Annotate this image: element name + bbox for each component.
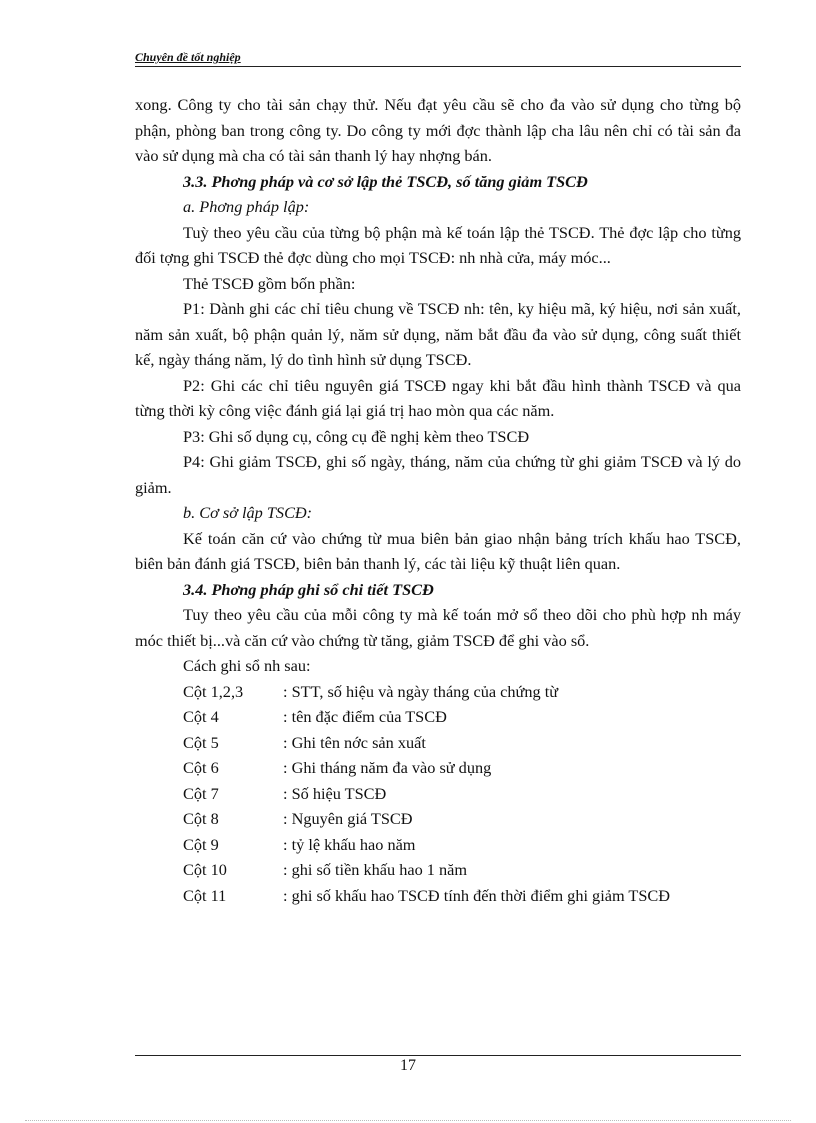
paragraph: P1: Dành ghi các chỉ tiêu chung về TSCĐ nh: tên, ky hiệu mã, ký hiệu, nơi sản xuất, năm sản xuất, bộ phận quản lý, năm sử dụng, năm bắt đầu đa vào sử dụng, công suất thiết kế, ngày tháng năm, lý do tình hình sử dụng TSCĐ. <box>135 299 741 369</box>
header-title: Chuyên đề tốt nghiệp <box>135 50 241 64</box>
column-desc: : ghi số tiền khấu hao 1 năm <box>283 860 468 879</box>
paragraph: P3: Ghi số dụng cụ, công cụ đề nghị kèm theo TSCĐ <box>183 426 530 446</box>
column-desc: : tên đặc điểm của TSCĐ <box>283 707 447 726</box>
column-desc: : Ghi tháng năm đa vào sử dụng <box>283 758 492 777</box>
subheading-a: a. Phơng pháp lập: <box>183 197 310 216</box>
column-desc: : Ghi tên nớc sản xuất <box>283 732 426 752</box>
column-row <box>183 832 741 858</box>
page-header <box>135 50 741 67</box>
column-row <box>183 781 741 807</box>
column-desc: : tỷ lệ khấu hao năm <box>283 834 416 854</box>
paragraph: Cách ghi sổ nh sau: <box>183 656 311 675</box>
column-row <box>183 730 741 756</box>
page-edge-dotted-line <box>25 1120 791 1121</box>
column-list <box>183 679 741 909</box>
paragraph: P4: Ghi giảm TSCĐ, ghi số ngày, tháng, năm của chứng từ ghi giảm TSCĐ và lý do giảm. <box>135 452 741 497</box>
column-label: Cột 11 <box>183 885 227 905</box>
column-row <box>183 857 741 883</box>
section-heading-3-3: 3.3. Phơng pháp và cơ sở lập thẻ TSCĐ, số tăng giảm TSCĐ <box>183 171 588 191</box>
column-label: Cột 8 <box>183 809 219 828</box>
column-label: Cột 9 <box>183 834 219 854</box>
column-label: Cột 7 <box>183 783 219 803</box>
column-desc: : Số hiệu TSCĐ <box>283 783 387 803</box>
column-label: Cột 5 <box>183 732 219 752</box>
column-row <box>183 679 741 705</box>
paragraph: Tuy theo yêu cầu của mỗi công ty mà kế toán mở sổ theo dõi cho phù hợp nh máy móc thiết bị...và căn cứ vào chứng từ tăng, giảm TSCĐ để ghi vào sổ. <box>135 605 741 650</box>
column-row <box>183 883 741 909</box>
column-row <box>183 806 741 832</box>
column-label: Cột 6 <box>183 758 219 777</box>
column-row <box>183 755 741 781</box>
footer-divider <box>135 1055 741 1056</box>
page-number: 17 <box>400 1057 416 1074</box>
paragraph: Tuỳ theo yêu cầu của từng bộ phận mà kế toán lập thẻ TSCĐ. Thẻ đợc lập cho từng đối tợng ghi TSCĐ thẻ đợc dùng cho mọi TSCĐ: nh nhà cửa, máy móc... <box>135 222 741 267</box>
column-desc: : STT, số hiệu và ngày tháng của chứng từ <box>283 681 559 701</box>
paragraph: P2: Ghi các chỉ tiêu nguyên giá TSCĐ ngay khi bắt đầu hình thành TSCĐ và qua từng thời kỳ công việc đánh giá lại giá trị hao mòn qua các năm. <box>135 375 741 420</box>
column-label: Cột 4 <box>183 707 219 726</box>
column-row <box>183 704 741 730</box>
paragraph: Kế toán căn cứ vào chứng từ mua biên bản giao nhận bảng trích khấu hao TSCĐ, biên bản đánh giá TSCĐ, biên bản thanh lý, các tài liệu kỹ thuật liên quan. <box>135 528 741 573</box>
paragraph: xong. Công ty cho tài sản chạy thử. Nếu đạt yêu cầu sẽ cho đa vào sử dụng cho từng bộ phận, phòng ban trong công ty. Do công ty mới đợc thành lập cha lâu nên chỉ có tài sản đa vào sử dụng mà cha có tài sản thanh lý hay nhợng bán. <box>135 95 741 165</box>
column-label: Cột 1,2,3 <box>183 681 244 701</box>
column-label: Cột 10 <box>183 860 227 879</box>
subheading-b: b. Cơ sở lập TSCĐ: <box>183 503 313 522</box>
section-heading-3-4: 3.4. Phơng pháp ghi sổ chi tiết TSCĐ <box>183 579 434 599</box>
paragraph: Thẻ TSCĐ gồm bốn phần: <box>183 273 356 293</box>
column-desc: : ghi số khấu hao TSCĐ tính đến thời điểm ghi giảm TSCĐ <box>283 885 670 905</box>
document-body <box>135 92 741 908</box>
column-desc: : Nguyên giá TSCĐ <box>283 809 413 828</box>
